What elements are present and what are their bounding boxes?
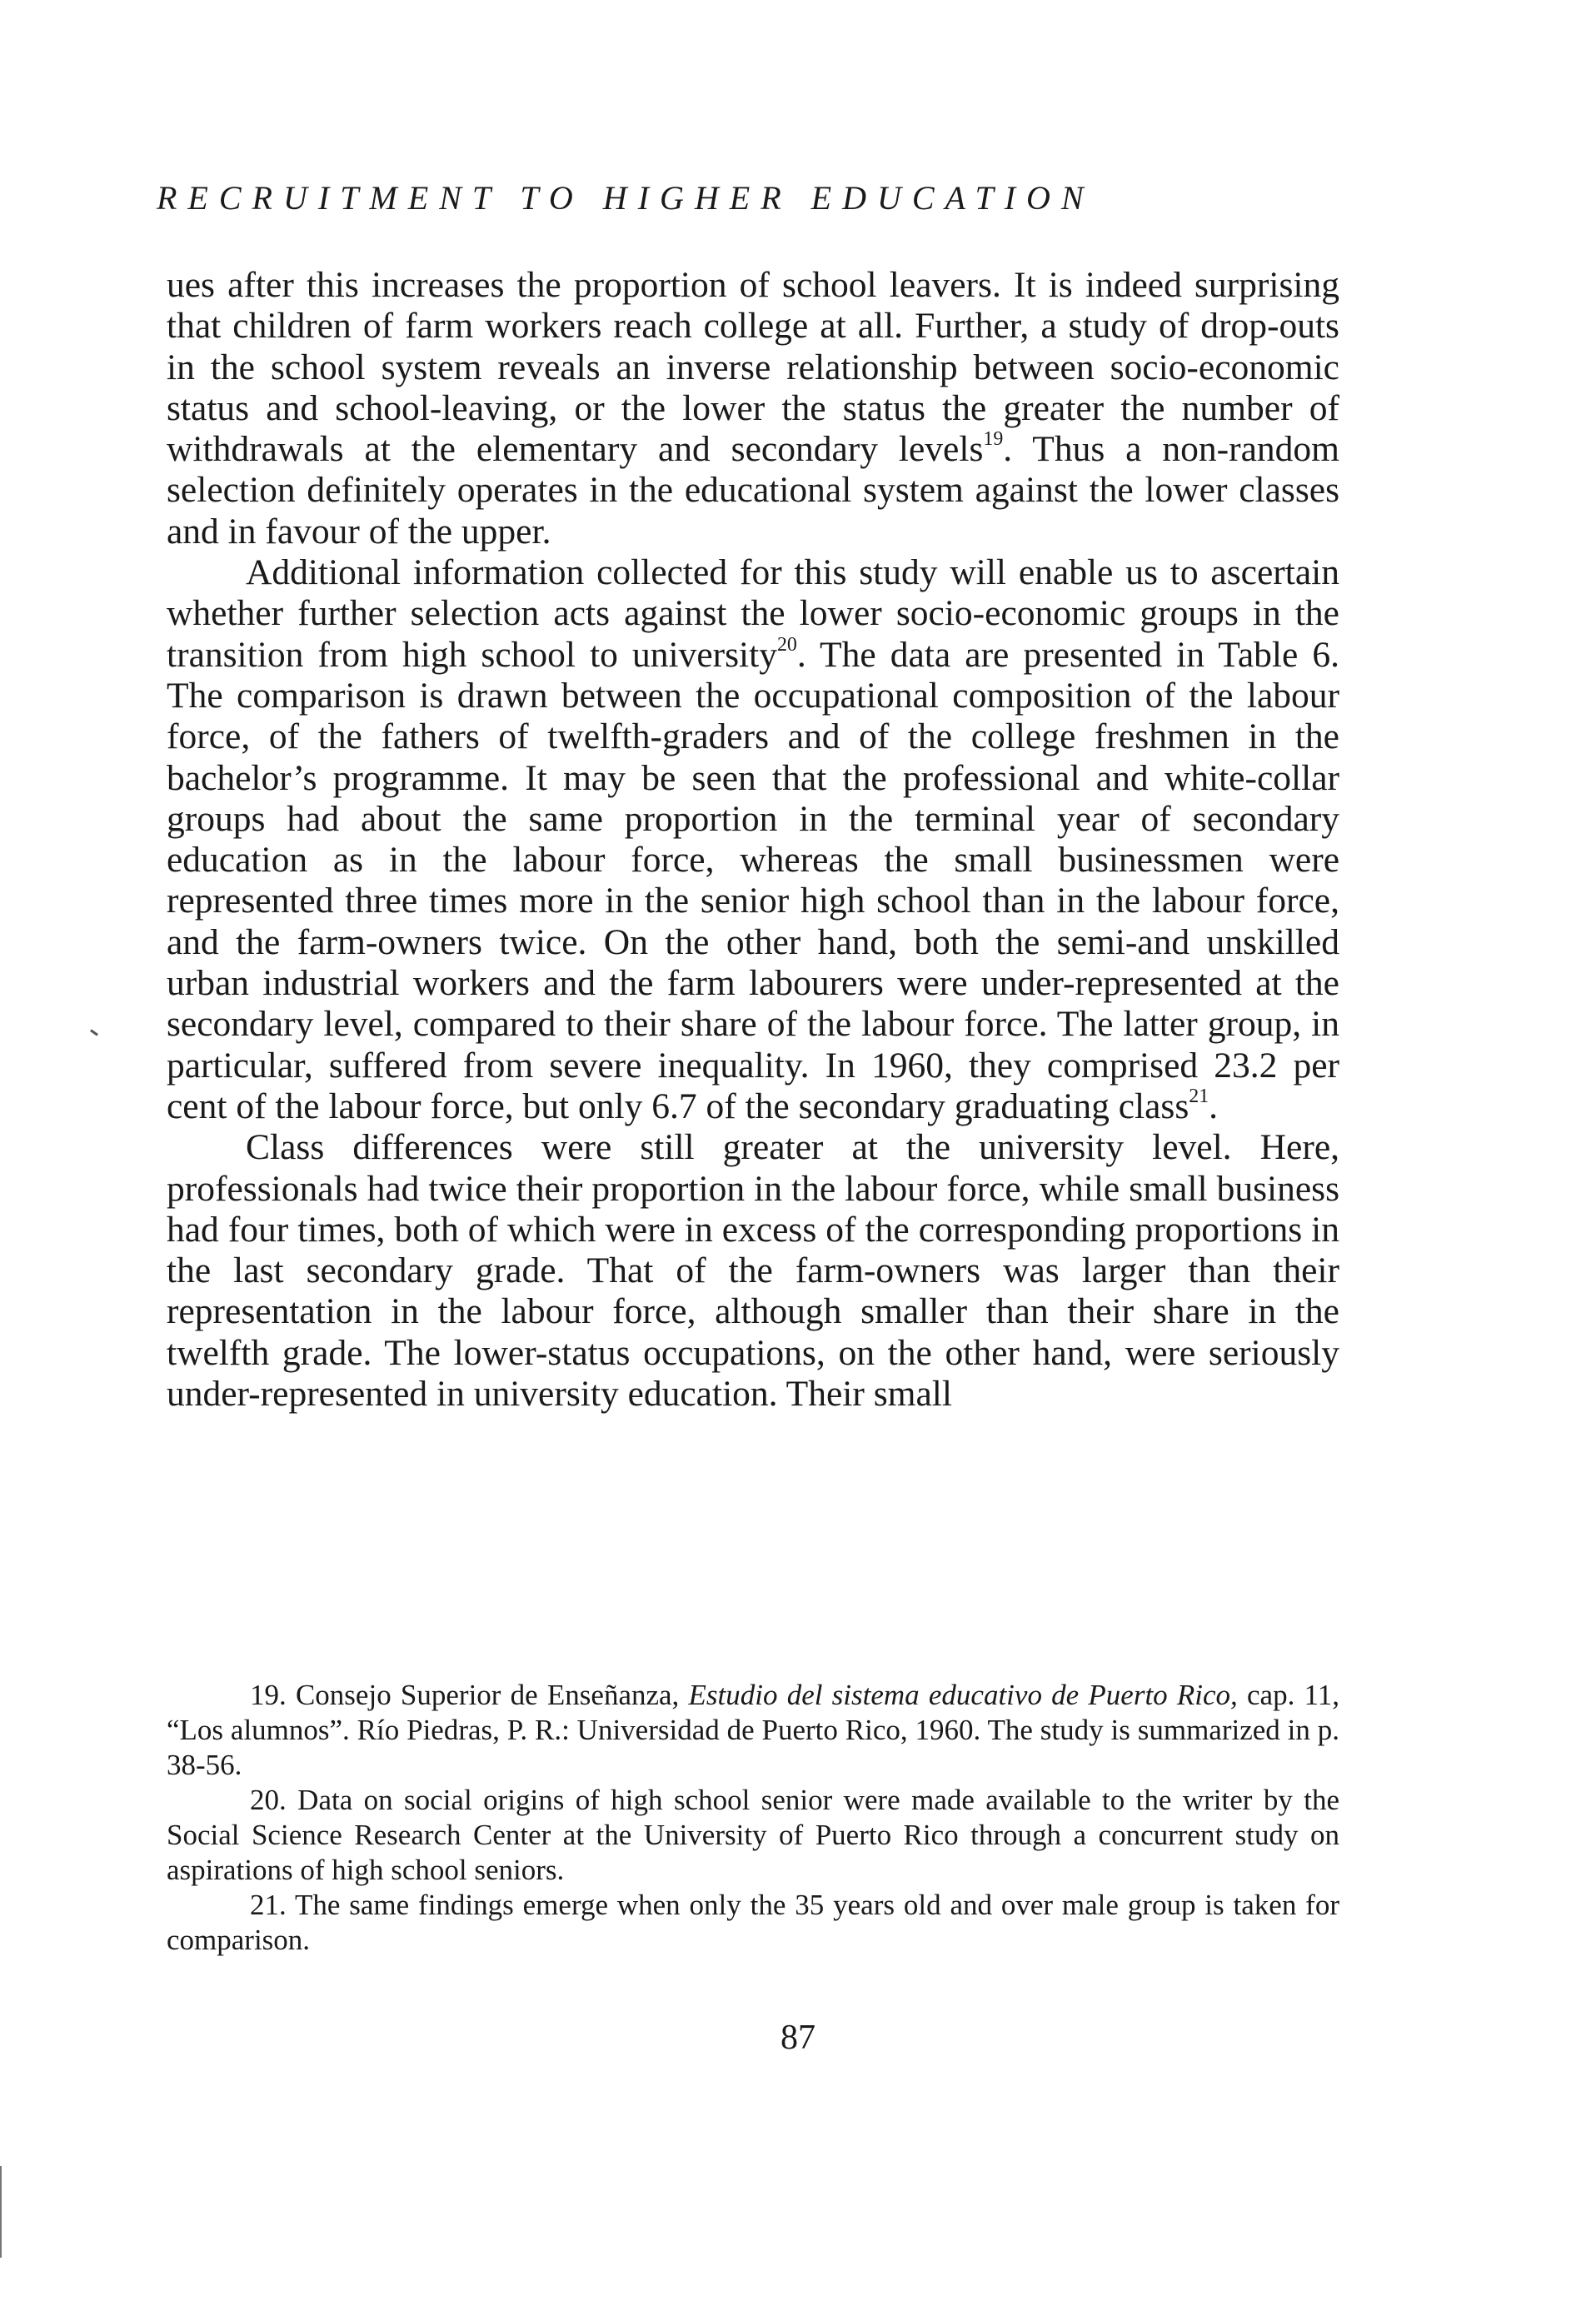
scan-edge bbox=[0, 2166, 2, 2258]
text-run: . The data are presented in Table 6. The comparison is drawn between the occupational composition of the labour force, of the fathers of twelfth-graders and of the college freshmen in the bachelor’s programme. It may be seen that the professional and white-collar groups had about the same proportion in the terminal year of secondary education as in the labour force, whereas the small businessmen were represented three times more in the senior high school than in the labour force, and the farm-owners twice. On the other hand, both the semi-and unskilled urban industrial workers and the farm labourers were under-represented at the secondary level, compared to their share of the labour force. The latter group, in particular, suffered from severe inequality. In 1960, they comprised 23.2 per cent of the labour force, but only 6.7 of the secondary graduating class bbox=[167, 634, 1339, 1126]
footnote-21 bbox=[167, 1888, 1339, 1958]
text-run: . Thus a non-random selection definitely operates in the educational system against the lower classes and in favour of the upper. bbox=[167, 429, 1340, 552]
footnotes bbox=[167, 1678, 1339, 1958]
text-run: . bbox=[1209, 1086, 1219, 1126]
text-run: Additional information collected for this study will enable us to ascertain whether further selection acts against the lower socio-economic groups in the transition from high school to university bbox=[167, 552, 1339, 675]
text-run: 21. The same findings emerge when only the 35 years old and over male group is taken for comparison. bbox=[167, 1889, 1339, 1956]
citation-title: Estudio del sistema educativo de Puerto Rico, bbox=[688, 1679, 1238, 1711]
footnote-ref-20[interactable]: 20 bbox=[776, 633, 797, 656]
text-run: cap. 11, “Los alumnos”. Río Piedras, P. R.: Universidad de Puerto Rico, 1960. The study is summarized in p. 38-56. bbox=[167, 1679, 1339, 1781]
paragraph bbox=[167, 1127, 1339, 1415]
text-run: ues after this increases the proportion of school leavers. It is indeed surprising that children of farm workers reach college at all. Further, a study of drop-outs in the school system reveals an inverse relationship between socio-economic status and school-leaving, or the lower the status the greater the number of withdrawals at the elementary and secondary levels bbox=[167, 265, 1339, 470]
paragraph bbox=[167, 265, 1339, 552]
running-head: RECRUITMENT TO HIGHER EDUCATION bbox=[157, 179, 1095, 217]
page-number: 87 bbox=[781, 2019, 815, 2057]
scan-mark bbox=[90, 1029, 98, 1036]
footnote-ref-21[interactable]: 21 bbox=[1189, 1085, 1209, 1107]
text-run: 19. Consejo Superior de Enseñanza, bbox=[250, 1679, 689, 1711]
footnote-19 bbox=[167, 1678, 1339, 1783]
footnote-ref-19[interactable]: 19 bbox=[983, 428, 1004, 451]
text-run: Class differences were still greater at the university level. Here, professionals had twice their proportion in the labour force, while small business had four times, both of which were in excess of the corresponding proportions in the last secondary grade. That of the farm-owners was larger than their representation in the labour force, although smaller than their share in the twelfth grade. The lower-status occupations, on the other hand, were seriously under-represented in university education. Their small bbox=[167, 1127, 1339, 1415]
footnote-20 bbox=[167, 1783, 1339, 1888]
body-text bbox=[167, 265, 1339, 1415]
paragraph bbox=[167, 552, 1339, 1127]
text-run: 20. Data on social origins of high school senior were made available to the writer by the Social Science Research Center at the University of Puerto Rico through a concurrent study on aspirations of high school seniors. bbox=[167, 1784, 1339, 1886]
